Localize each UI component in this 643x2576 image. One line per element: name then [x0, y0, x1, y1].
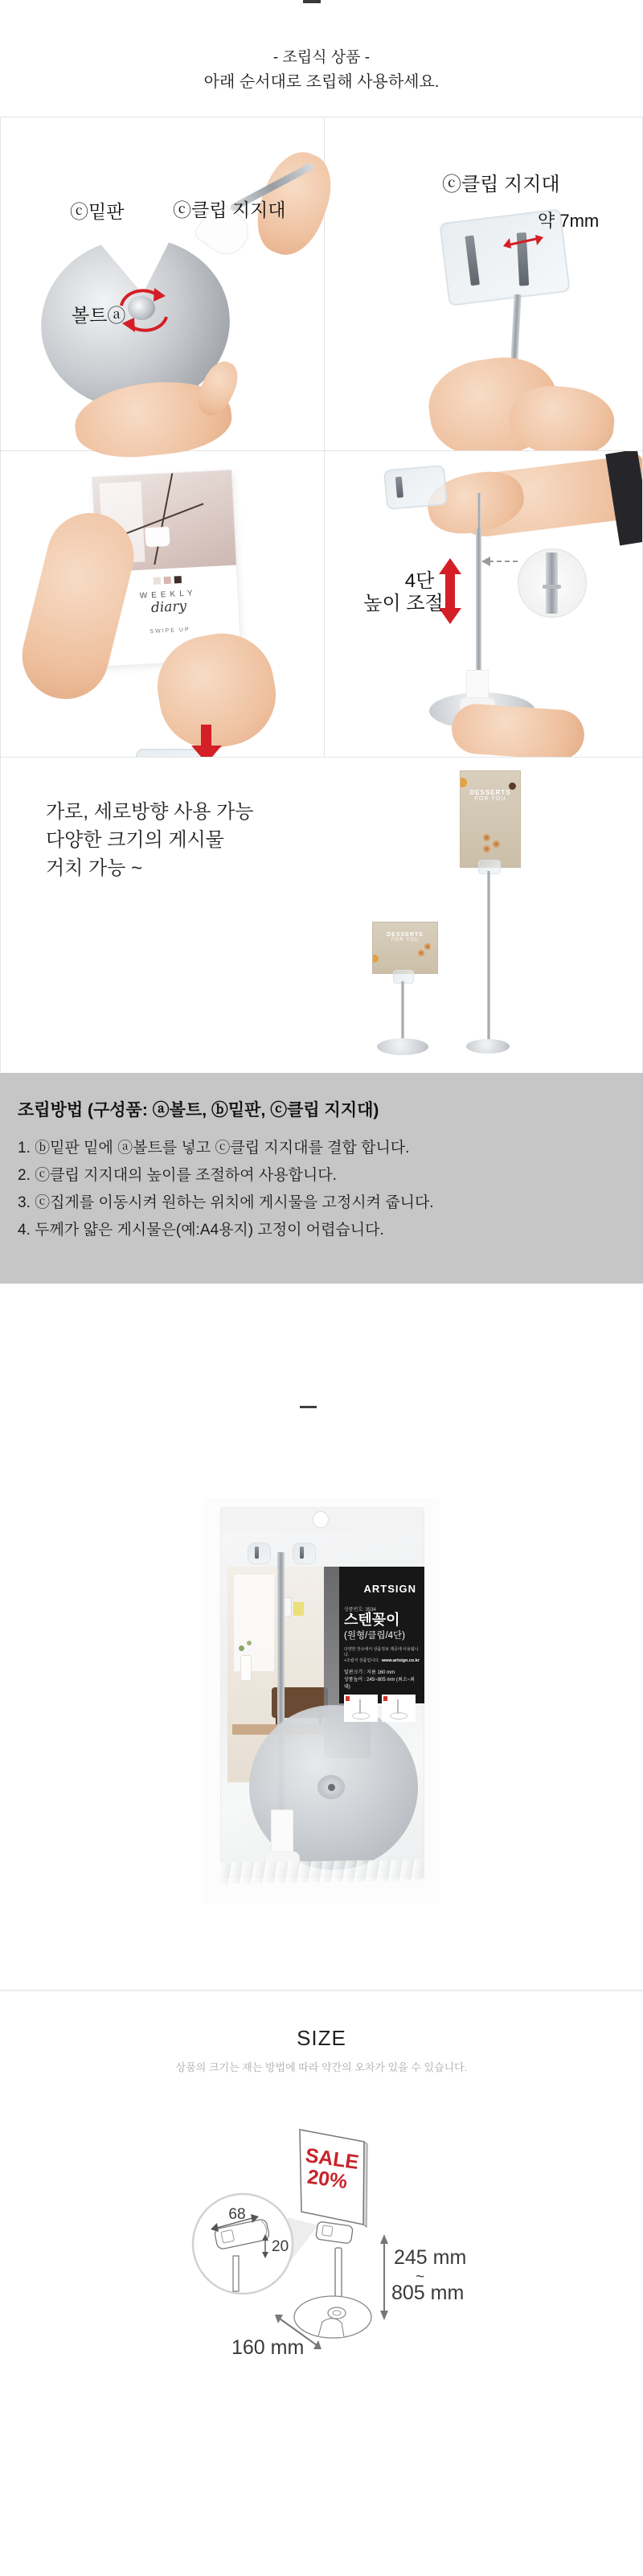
poster-title: DESSERTS [469, 789, 511, 796]
brand-logo: ARTSIGN [363, 1583, 416, 1595]
poster-tall [460, 770, 521, 868]
label-bolt: 볼트ⓐ [72, 305, 126, 326]
packed-holder [271, 1810, 293, 1856]
base-tall [466, 1039, 510, 1054]
size-diagram-lineart [153, 2103, 498, 2369]
label-height-adjust: 높이 조절 [363, 593, 444, 614]
label-desc-1: 다양한 장소에서 상품정보 제공에 사용됩니다. [344, 1646, 419, 1658]
label-gap-7mm: 약 7mm [538, 211, 600, 231]
card-footer: SWIPE UP [149, 627, 190, 635]
product-label [339, 1567, 424, 1703]
bag-hang-hole [313, 1511, 329, 1528]
sale-sign-line1: SALE [304, 2143, 361, 2174]
hand-on-base [450, 702, 586, 757]
instruction-item-1: 1. ⓑ밑판 밑에 ⓐ볼트를 넣고 ⓒ클립 지지대를 결합 합니다. [18, 1140, 410, 1157]
dashed-pointer-icon [489, 561, 518, 562]
packed-clip-2 [293, 1543, 316, 1564]
intro-line-2: 아래 순서대로 조립해 사용하세요. [203, 73, 440, 91]
instruction-item-4: 4. 두께가 얇은 게시물은(예:A4용지) 고정이 어렵습니다. [18, 1222, 384, 1239]
poster-short [372, 922, 438, 974]
label-4-step: 4단 [404, 570, 435, 592]
poster-subtitle: FOR YOU [391, 938, 420, 943]
dashed-pointer-head-icon [481, 557, 490, 566]
dim-height-max: 805 mm [391, 2282, 465, 2304]
size-title: SIZE [297, 2026, 346, 2050]
product-variant: (원형/클립/4단) [344, 1630, 405, 1641]
label-website: www.artsign.co.kr [381, 1658, 420, 1663]
usage-text [46, 798, 254, 882]
clear-clip [383, 465, 448, 510]
usage-line-3: 거치 가능 ~ [46, 857, 143, 879]
photo-step3-insert-card [1, 451, 324, 757]
label-size-1: 밑판크기 : 지름 160 mm [344, 1670, 395, 1675]
base-short [377, 1038, 428, 1055]
sale-sign-line2: 20% [305, 2165, 349, 2194]
label-desc-2: +조립식 상품입니다. [344, 1658, 380, 1663]
size-caption: 상품의 크기는 재는 방법에 따라 약간의 오차가 있을 수 있습니다. [175, 2061, 468, 2073]
usage-line-2: 다양한 크기의 게시물 [46, 829, 224, 851]
packed-clip-1 [248, 1543, 271, 1564]
dim-clip-width: 68 [228, 2206, 246, 2223]
dim-height-min: 245 mm [394, 2246, 467, 2269]
label-thumbnail-2 [382, 1695, 416, 1722]
size-diagram [153, 2103, 498, 2369]
label-clip-support-q2: ⓒ클립 지지대 [442, 174, 560, 195]
gap-arrow-icon [503, 232, 543, 253]
instruction-item-2: 2. ⓒ클립 지지대의 높이를 조절하여 사용합니다. [18, 1167, 337, 1184]
pole-zoom-circle [518, 548, 587, 618]
card-script: diary [150, 598, 187, 617]
package-photo [203, 1498, 440, 1904]
pole-thin-top [477, 493, 481, 530]
label-thumbnail-1 [344, 1695, 378, 1722]
dim-base-diameter: 160 mm [231, 2336, 305, 2359]
bag-crumple [220, 1859, 423, 1884]
red-down-arrow-icon [191, 725, 222, 757]
section-divider-dash [300, 1406, 317, 1408]
label-clip-support-q1: ⓒ클립 지지대 [173, 199, 286, 220]
assembly-photo-grid [0, 117, 643, 758]
top-divider-dash [303, 0, 321, 3]
dim-clip-depth: 20 [272, 2238, 289, 2255]
packed-disc-hole [328, 1784, 335, 1791]
poster-title: DESSERTS [387, 932, 424, 938]
instructions-section [0, 1073, 643, 1284]
usage-line-1: 가로, 세로방향 사용 가능 [46, 801, 254, 823]
instruction-item-3: 3. ⓒ집게를 이동시켜 원하는 위치에 게시물을 고정시켜 줍니다. [18, 1194, 434, 1211]
pole-tall [487, 871, 490, 1045]
size-section-divider [0, 1990, 643, 1991]
intro-line-1: - 조립식 상품 - [272, 49, 371, 66]
card-title: WEEKLY [139, 589, 197, 601]
pole [476, 528, 481, 693]
poster-subtitle: FOR YOU [474, 796, 506, 802]
instructions-title: 조립방법 (구성품: ⓐ볼트, ⓑ밑판, ⓒ클립 지지대) [18, 1101, 379, 1120]
product-name: 스텐꽂이 [344, 1612, 400, 1628]
dim-height-tilde: ~ [416, 2269, 425, 2286]
product-code: 상품번호: 3534 [344, 1608, 376, 1613]
pole-short [401, 981, 404, 1042]
label-size-2: 상품높이 : 245~805 mm (최소~최대) [344, 1677, 415, 1690]
sale-sign-text [301, 2143, 361, 2194]
label-base-plate: ⓒ밑판 [70, 201, 125, 222]
usage-section [0, 757, 643, 1074]
